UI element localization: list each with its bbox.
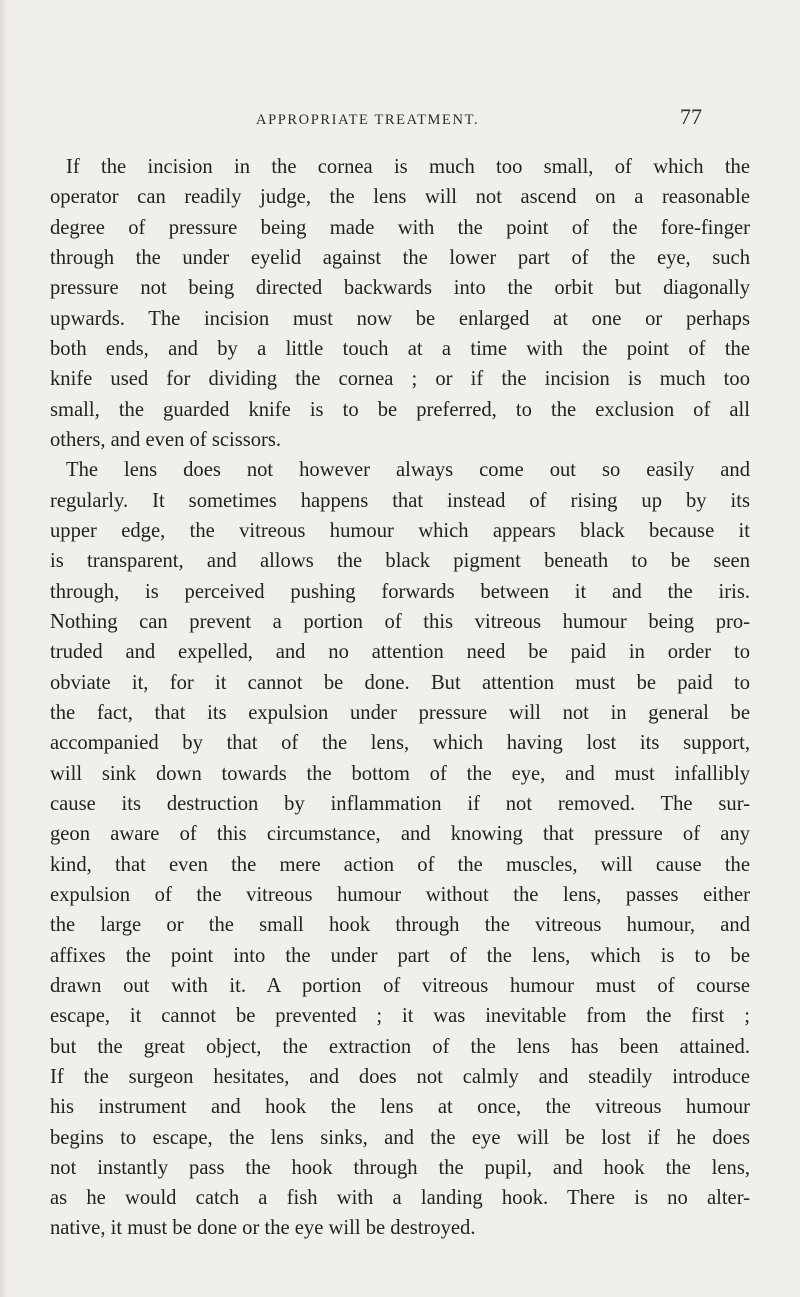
text-line: accompanied by that of the lens, which having lost its support, (50, 732, 750, 755)
text-line: The lens does not however always come out so easily and (66, 459, 750, 482)
text-line: through, is perceived pushing forwards between it and the iris. (50, 580, 750, 603)
text-line: the large or the small hook through the vitreous humour, and (50, 914, 750, 937)
text-line: kind, that even the mere action of the muscles, will cause the (50, 853, 750, 876)
text-line: pressure not being directed backwards into the orbit but diagonally (50, 277, 750, 300)
text-line: as he would catch a fish with a landing hook. There is no alter- (50, 1187, 750, 1210)
text-line: through the under eyelid against the lower part of the eye, such (50, 246, 750, 269)
text-line: If the surgeon hesitates, and does not calmly and steadily introduce (50, 1065, 750, 1088)
text-line: knife used for dividing the cornea ; or if the incision is much too (50, 368, 750, 391)
text-line: drawn out with it. A portion of vitreous humour must of course (50, 974, 750, 997)
text-line: small, the guarded knife is to be preferred, to the exclusion of all (50, 398, 750, 421)
text-line: Nothing can prevent a portion of this vitreous humour being pro- (50, 610, 750, 633)
text-line: is transparent, and allows the black pigment beneath to be seen (50, 550, 750, 573)
text-line: upwards. The incision must now be enlarged at one or perhaps (50, 307, 750, 330)
text-line: operator can readily judge, the lens will not ascend on a reasonable (50, 186, 750, 209)
text-line: but the great object, the extraction of the lens has been attained. (50, 1035, 750, 1058)
text-line: expulsion of the vitreous humour without the lens, passes either (50, 883, 750, 906)
running-head: APPROPRIATE TREATMENT. (256, 112, 480, 128)
text-line: truded and expelled, and no attention need be paid in order to (50, 641, 750, 664)
text-line: cause its destruction by inflammation if not removed. The sur- (50, 792, 750, 815)
text-line: regularly. It sometimes happens that instead of rising up by its (50, 489, 750, 512)
text-line: his instrument and hook the lens at once, the vitreous humour (50, 1096, 750, 1119)
text-line: obviate it, for it cannot be done. But attention must be paid to (50, 671, 750, 694)
text-line: geon aware of this circumstance, and knowing that pressure of any (50, 823, 750, 846)
text-line: upper edge, the vitreous humour which appears black because it (50, 519, 750, 542)
text-line: degree of pressure being made with the point of the fore-finger (50, 216, 750, 239)
text-line: will sink down towards the bottom of the eye, and must infallibly (50, 762, 750, 785)
text-line: the fact, that its expulsion under pressure will not in general be (50, 701, 750, 724)
text-line: others, and even of scissors. (50, 428, 282, 451)
text-line: not instantly pass the hook through the pupil, and hook the lens, (50, 1156, 750, 1179)
text-line: affixes the point into the under part of the lens, which is to be (50, 944, 750, 967)
text-line: begins to escape, the lens sinks, and the eye will be lost if he does (50, 1126, 750, 1149)
text-line: escape, it cannot be prevented ; it was inevitable from the first ; (50, 1005, 750, 1028)
text-line: If the incision in the cornea is much too small, of which the (66, 156, 750, 178)
page-edge-shadow (0, 0, 8, 1297)
text-line: both ends, and by a little touch at a time with the point of the (50, 337, 750, 360)
body-text (50, 152, 750, 1244)
page-number: 77 (680, 104, 702, 129)
text-line: native, it must be done or the eye will be destroyed. (50, 1217, 476, 1240)
